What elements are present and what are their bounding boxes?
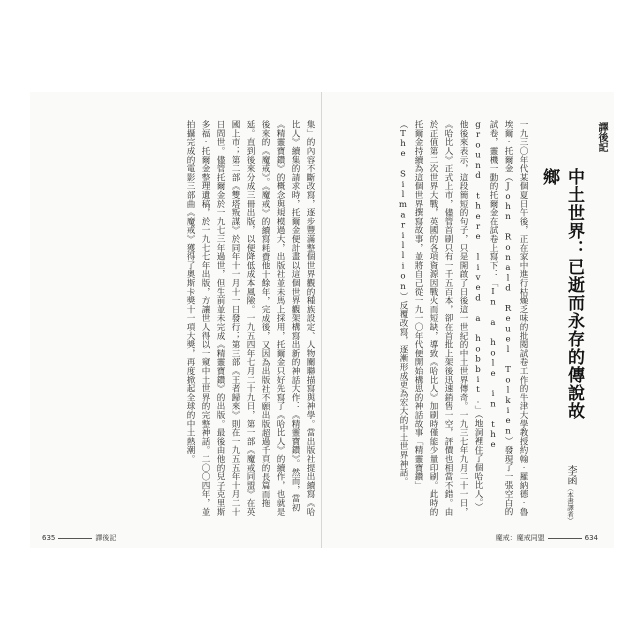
- left-footer-label: 譯後記: [95, 534, 117, 542]
- page-gutter: [321, 92, 322, 548]
- left-page-footer: [42, 533, 116, 543]
- author-role: （本書譯者）: [566, 485, 574, 524]
- essay-headline: 中土世界：已逝而永存的傳說故鄉: [539, 168, 584, 420]
- right-page-footer: [496, 533, 598, 543]
- footer-rule: [548, 538, 582, 539]
- section-label: 譯後記: [596, 122, 607, 152]
- author-byline: [544, 465, 578, 524]
- left-page-body-text: 集」的內容不斷改寫，逐步豐滿整個世界觀的種族設定、人物關聯描寫與神學。當出版社提出續寫《哈比人》續集的請求時，托爾金便計畫以這個世界觀架構寫出新的神話大作：《精靈寶鑽》。然而，當初《精靈寶鑽》的概念與規模過大，出版社並未馬上採用，托爾金只好先寫了《哈比人》的續作，也就是後來的《魔戒》。《魔戒》的續寫耗費他十餘年，完成後，又因為出版社不願出版超過千頁的長篇而拖延。直到後來分成三冊出版，以便降低成本風險。一九五四年七月二十九日，第一部《魔戒同盟》在英國上市；第二部《雙塔叛謀》於同年十一月十一日發行；第三部《王者歸來》則在一九五五年十月二十日問世。儘管托爾金於一九七三年過世，但生前並未完成《精靈寶鑽》的出版。最後由他的兒子克里斯多福‧托爾金整理遺稿，於一九七七年出版，方讓世人得以一窺中土世界的完整神話。二〇〇四年，並拍攝完成的電影三部曲《魔戒》獲得了奧斯卡獎十一項大獎，再度掀起全球的中土熱潮。: [185, 120, 315, 516]
- right-page-body-text: 一九三〇年代某個夏日午後，正在家中進行枯燥乏味的批閱試卷工作的牛津大學教授約翰‧羅納德‧魯埃爾‧托爾金（John Ronald Reuel Tolkien）發現了一張空白的試卷，靈機一動的托爾金在試卷上寫下：「In a hole in the ground there lived a hobbit.」（地洞裡住了個哈比人。）他後來表示，這段簡短的句子，只是開啟了日後這一世紀的中土世界傳奇。一九三七年九月二十一日，《哈比人》正式上市，儘管首刷只有一千五百本，卻在首批上架後迅速銷售一空，評價也相當不錯。由於正值第二次世界大戰，英國的各項資源因戰火而短缺，導致《哈比人》加刷時僅能少量印刷。此時的托爾金持續為這個世界撰寫故事，並將自己從一九一〇年代便開始構思的神話故事「精靈寶鑽」（The Silmarillion）反覆改寫，逐漸形成更為宏大的中土世界神話。: [398, 120, 528, 516]
- right-page-number: 634: [584, 534, 598, 542]
- left-page-number: 635: [42, 534, 56, 542]
- footer-rule: [58, 538, 92, 539]
- right-footer-label: 魔戒：魔戒同盟: [495, 534, 545, 542]
- author-name: 李函: [565, 465, 576, 485]
